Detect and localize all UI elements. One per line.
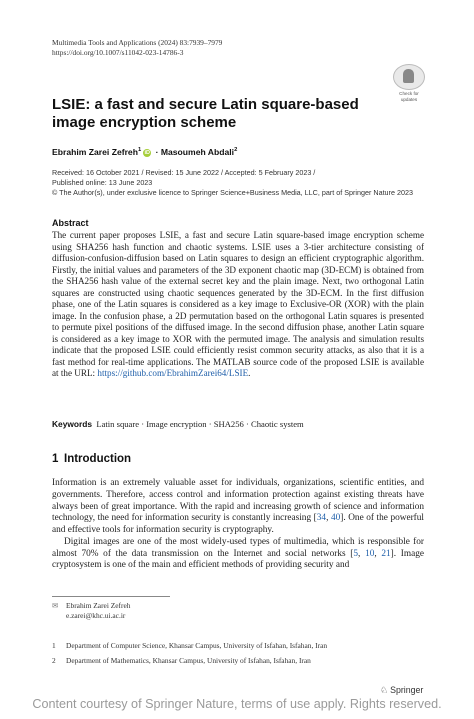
paper-title: LSIE: a fast and secure Latin square-based image encryption scheme (52, 96, 359, 131)
check-for-updates-icon (393, 64, 425, 90)
corresponding-author (52, 601, 130, 621)
journal-doi[interactable]: https://doi.org/10.1007/s11042-023-14786-3 (52, 48, 184, 57)
corresponding-author-name: Ebrahim Zarei Zefreh (66, 601, 131, 610)
citation-link[interactable]: 40 (330, 513, 341, 524)
copyright-line: © The Author(s), under exclusive licence to Springer Science+Business Media, LLC, part of Springer Nature 2023 (52, 188, 413, 197)
affiliation-number: 1 (52, 641, 56, 650)
abstract-heading: Abstract (52, 218, 89, 228)
author-name[interactable]: Masoumeh Abdali (160, 147, 235, 157)
citation-link[interactable]: 34 (316, 513, 327, 524)
citation-link[interactable]: 10 (365, 548, 375, 559)
authors-line (52, 147, 237, 157)
paragraph: Information is an extremely valuable asset for individuals, organizations, scientific entities, and governments. Therefore, access control and information protection against existing threats have always been of great importance. With the rapid and increasing growth of science and information technology, the need for information security is constantly increasing [34, 40]. One of the powerful and effective tools for information security is cryptography. (52, 478, 425, 535)
check-for-updates-label: Check for updates (399, 91, 419, 102)
section-title: Introduction (64, 453, 132, 465)
footnote-divider (52, 596, 170, 597)
courtesy-notice: Content courtesy of Springer Nature, terms of use apply. Rights reserved. (32, 697, 442, 711)
publisher-logo (380, 685, 423, 696)
affiliation (52, 656, 311, 666)
citation-link[interactable]: 5 (353, 548, 359, 559)
section-number: 1 (52, 453, 59, 465)
abstract-text: The current paper proposes LSIE, a fast and secure Latin square-based image encryption scheme using SHA256 hash function and chaotic systems. LSIE uses a 3-tier architecture consisting of diffusion-confusion-diffusion based on Latin squares to design an efficient cryptographic algorithm. Firstly, the initial values and parameters of the 3D exponent chaotic map (3D-ECM) is obtained from the SHA256 hash value of the external secret key and the plain image. Next, two orthogonal Latin squares are constructed using chaotic sequences generated by the 3D-ECM. In the first diffusion phase, one of the Latin squares is considered as a key image to Exclusive-OR (XOR) with the plain image. In the confusion phase, a 2D permutation based on the orthogonal Latin squares is presented to permute pixel positions of the diffused image. In the second diffusion phase, another Latin square is considered as a key image to XOR with the permuted image. The analysis and simulation results indicate that the proposed LSIE could efficiently resist common security attacks, as also that it is a fast method for real-time applications. The MATLAB source code of the proposed LSIE is available at the URL: (52, 230, 424, 378)
affiliation (52, 641, 327, 651)
section-heading (52, 453, 131, 465)
introduction-body (52, 478, 424, 572)
abstract-body: The current paper proposes LSIE, a fast and secure Latin square-based image encryption scheme using SHA256 hash function and chaotic systems. LSIE uses a 3-tier architecture consisting of diffusion-confusion-diffusion based on Latin squares to design an efficient cryptographic algorithm. Firstly, the initial values and parameters of the 3D exponent chaotic map (3D-ECM) is obtained from the SHA256 hash value of the external secret key and the plain image. Next, two orthogonal Latin squares are constructed using chaotic sequences generated by the 3D-ECM. In the first diffusion phase, one of the Latin squares is considered as a key image to Exclusive-OR (XOR) with the plain image. In the confusion phase, a 2D permutation based on the orthogonal Latin squares is presented to permute pixel positions of the diffused image. In the second diffusion phase, another Latin square is considered as a key image to XOR with the permuted image. The analysis and simulation results indicate that the proposed LSIE could efficiently resist common security attacks, as also that it is a fast method for real-time applications. The MATLAB source code of the proposed LSIE is available at the URL: https://github.com/EbrahimZarei64/LSIE. (52, 230, 424, 378)
affiliation-text: Department of Computer Science, Khansar Campus, University of Isfahan, Isfahan, Iran (66, 641, 328, 650)
dates-line: Published online: 13 June 2023 (52, 178, 153, 187)
springer-horse-icon: ♘ (380, 685, 389, 695)
keywords-label: Keywords (52, 419, 93, 429)
author-separator: · (153, 147, 161, 157)
paragraph: Digital images are one of the most widely-used types of multimedia, which is responsible for almost 70% of the data transmission on the Internet and social networks [5, 10, 21]. Image cryptosystem is one of the main and efficient methods of providing security and (52, 536, 424, 571)
publisher-name: Springer (390, 685, 424, 695)
dates-line: Received: 16 October 2021 / Revised: 15 June 2022 / Accepted: 5 February 2023 / (52, 168, 316, 177)
affiliation-text: Department of Mathematics, Khansar Campus, University of Isfahan, Isfahan, Iran (66, 656, 311, 665)
publication-dates (52, 168, 432, 198)
author-name[interactable]: Ebrahim Zarei Zefreh (52, 147, 138, 157)
corresponding-author-email[interactable]: e.zarei@khc.ui.ac.ir (66, 611, 126, 620)
journal-header (52, 38, 222, 58)
envelope-icon: ✉ (52, 601, 59, 610)
keywords-text: Latin square · Image encryption · SHA256 · Chaotic system (96, 419, 304, 429)
keywords-line (52, 419, 304, 429)
citation-link[interactable]: 21 (381, 548, 391, 559)
author-affiliation-mark: 1 (137, 147, 142, 154)
journal-citation: Multimedia Tools and Applications (2024) 83:7939–7979 (52, 38, 223, 47)
affiliation-number: 2 (52, 656, 56, 665)
check-for-updates-badge[interactable] (392, 64, 426, 102)
source-code-link[interactable]: https://github.com/EbrahimZarei64/LSIE (97, 368, 249, 378)
author-affiliation-mark: 2 (234, 147, 238, 154)
orcid-icon[interactable]: iD (144, 150, 150, 156)
